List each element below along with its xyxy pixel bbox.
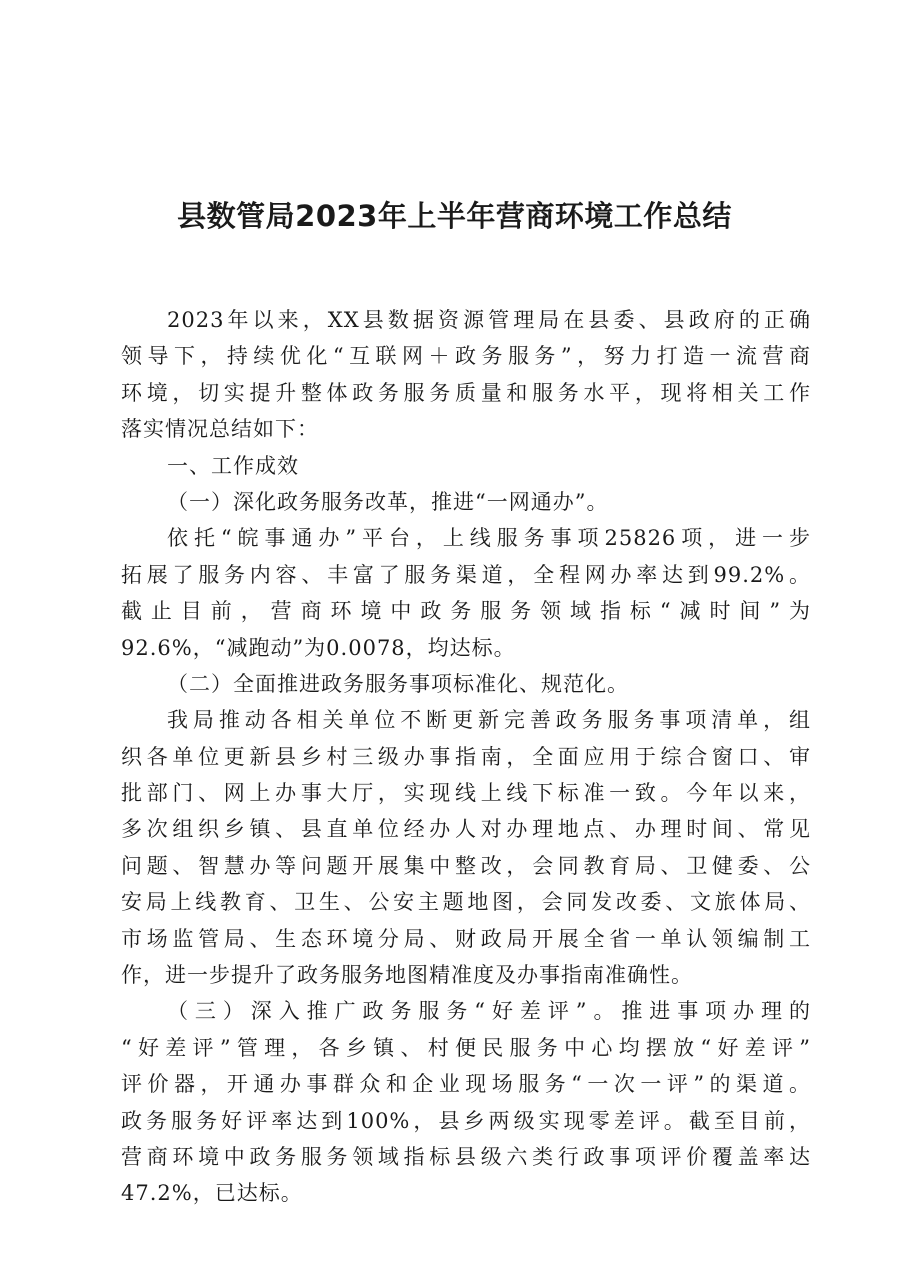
text-line: 安局上线教育、卫生、公安主题地图，会同发改委、文旅体局、 xyxy=(121,890,811,915)
text-line: 问题、智慧办等问题开展集中整改，会同教育局、卫健委、公 xyxy=(121,853,811,878)
text-line: 政务服务好评率达到100%，县乡两级实现零差评。截至目前， xyxy=(121,1108,811,1133)
text-line: 评价器，开通办事群众和企业现场服务“一次一评”的渠道。 xyxy=(121,1072,811,1097)
text-line: 领导下，持续优化“互联网＋政务服务”，努力打造一流营商 xyxy=(121,344,811,369)
text-line: 一、工作成效 xyxy=(167,453,299,478)
text-line: 47.2%，已达标。 xyxy=(121,1181,303,1206)
text-line: “好差评”管理，各乡镇、村便民服务中心均摆放“好差评” xyxy=(121,1035,811,1060)
document-body xyxy=(121,302,811,1212)
text-line: 截止目前，营商环境中政务服务领域指标“减时间”为 xyxy=(121,599,811,624)
text-line: 落实情况总结如下： xyxy=(121,417,319,442)
text-line: 环境，切实提升整体政务服务质量和服务水平，现将相关工作 xyxy=(121,380,811,405)
text-line: 拓展了服务内容、丰富了服务渠道，全程网办率达到99.2%。 xyxy=(121,562,811,587)
text-line: 依托“皖事通办”平台，上线服务事项25826项，进一步 xyxy=(167,526,811,551)
text-line: （二）全面推进政务服务事项标准化、规范化。 xyxy=(167,671,629,696)
text-line: 多次组织乡镇、县直单位经办人对办理地点、办理时间、常见 xyxy=(121,817,811,842)
text-line: 92.6%，“减跑动”为0.0078，均达标。 xyxy=(121,635,516,660)
text-line: 我局推动各相关单位不断更新完善政务服务事项清单，组 xyxy=(167,708,811,733)
text-line: 织各单位更新县乡村三级办事指南，全面应用于综合窗口、审 xyxy=(121,744,811,769)
text-line: 2023年以来，XX县数据资源管理局在县委、县政府的正确 xyxy=(167,308,811,332)
text-line: 作，进一步提升了政务服务地图精准度及办事指南准确性。 xyxy=(121,963,693,988)
text-line: （三）深入推广政务服务“好差评”。推进事项办理的 xyxy=(167,999,811,1024)
text-line: 营商环境中政务服务领域指标县级六类行政事项评价覆盖率达 xyxy=(121,1144,811,1169)
document-title: 县数管局2023年上半年营商环境工作总结 xyxy=(177,199,732,233)
text-line: 批部门、网上办事大厅，实现线上线下标准一致。今年以来， xyxy=(121,781,811,806)
text-line: （一）深化政务服务改革，推进“一网通办”。 xyxy=(167,489,609,514)
text-line: 市场监管局、生态环境分局、财政局开展全省一单认领编制工 xyxy=(121,926,811,951)
